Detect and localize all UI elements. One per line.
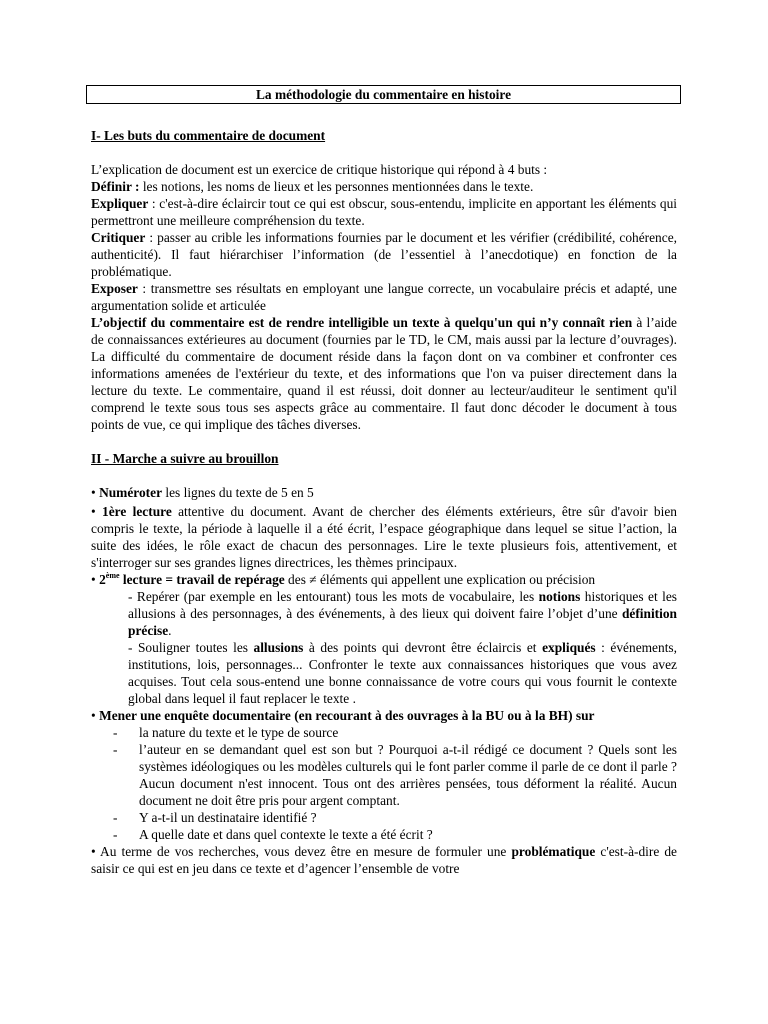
bullet-icon: • <box>91 844 96 859</box>
document-body <box>91 127 677 877</box>
dash-icon: - <box>113 810 118 825</box>
goal-exposer-label: Exposer <box>91 281 138 296</box>
step-numeroter-text: les lignes du texte de 5 en 5 <box>162 485 314 500</box>
dash-icon: - <box>113 742 118 757</box>
objectif-bold: L’objectif du commentaire est de rendre intelligible un texte à quelqu'un qui n’y connaît rien <box>91 315 633 330</box>
step-numeroter-label: Numéroter <box>99 485 163 500</box>
reperer-text-2: historiques et les allusions à des personnages, à des événements, à des lieux qui doivent faire l’objet d’une <box>128 589 677 621</box>
souligner-text-3: : événements, institutions, lois, personnages... Confronter le texte aux connaissances historiques que vous avez acquises. Tout cela sous-entend une bonne connaissance de votre cours qui vous fournit le contexte global dans lequel il faut replacer le texte . <box>128 640 677 706</box>
souligner-allusions: allusions <box>253 640 304 655</box>
problematique-bold: problématique <box>511 844 596 859</box>
step-first-reading <box>91 503 677 571</box>
section-1-heading: I- Les buts du commentaire de document <box>91 128 326 143</box>
step-second-reading-label: lecture <box>119 572 163 587</box>
step-first-reading-text: attentive du document. Avant de chercher des éléments extérieurs, être sûr d'avoir bien compris le texte, la période à laquelle il a été écrit, l’espace géographique dans lequel se situe l’action, la suite des idées, le rôle exact de chacun des personnages. Lire le texte plusieurs fois, attentivement, et s'interroger sur ses grandes lignes directrices, les thèmes principaux. <box>91 504 677 570</box>
document-title: La méthodologie du commentaire en histoire <box>86 85 681 104</box>
dash-icon: - <box>113 725 118 740</box>
list-item <box>91 809 677 826</box>
reperer-text: - Repérer (par exemple en les entourant) tous les mots de vocabulaire, les <box>128 589 539 604</box>
reperer-end: . <box>168 623 172 638</box>
step-second-reading-eq: = <box>162 572 177 587</box>
list-item <box>91 724 677 741</box>
step-second-reading <box>91 571 677 588</box>
goal-definir-text: les notions, les noms de lieux et les personnes mentionnées dans le texte. <box>139 179 534 194</box>
goal-critiquer-text: : passer au crible les informations fournies par le document et les vérifier (crédibilité, cohérence, authenticité). Il faut hiérarchiser l’information (de l’essentiel à l’anecdotique) en fonction de la problématique. <box>91 230 677 279</box>
list-item-text: la nature du texte et le type de source <box>139 725 339 740</box>
list-item <box>91 741 677 809</box>
objectif-text: à l’aide de connaissances extérieures au document (fournies par le TD, le CM, mais aussi par la lecture d’ouvrages). La difficulté du commentaire de document réside dans la façon dont on va combiner et confronter ces informations amenées de l'extérieur du texte, et des informations que l'on va puiser directement dans la lecture du texte. Le commentaire, quand il est réussi, doit donner au lecteur/auditeur le sentiment qu'il comprend le texte sous tous ses aspects grâce au commentaire. Il faut donc décoder le document à tous points de vue, ce qui implique des tâches diverses. <box>91 315 677 432</box>
goal-exposer-text: : transmettre ses résultats en employant une langue correcte, un vocabulaire précis et adapté, une argumentation solide et articulée <box>91 281 677 313</box>
reperer-definition: définition précise <box>128 606 677 638</box>
bullet-icon: • <box>91 485 96 500</box>
problematique-text: Au terme de vos recherches, vous devez être en mesure de formuler une <box>95 844 512 859</box>
step-numeroter <box>91 484 677 501</box>
step-second-reading-sup: ème <box>105 570 120 580</box>
souligner-paragraph <box>91 639 677 707</box>
step-problematique <box>91 843 677 877</box>
goal-expliquer <box>91 195 677 229</box>
step-enquete <box>91 707 677 724</box>
goal-critiquer-label: Critiquer <box>91 230 146 245</box>
dash-icon: - <box>113 827 118 842</box>
intro-paragraph: L’explication de document est un exercice de critique historique qui répond à 4 buts : <box>91 162 548 177</box>
souligner-text-2: à des points qui devront être éclaircis et <box>303 640 543 655</box>
souligner-text: - Souligner toutes les <box>128 640 254 655</box>
reperer-paragraph <box>91 588 677 639</box>
step-second-reading-label2: travail de repérage <box>176 572 285 587</box>
goal-exposer <box>91 280 677 314</box>
goal-critiquer <box>91 229 677 280</box>
step-enquete-label: Mener une enquête documentaire (en recourant à des ouvrages à la BU ou à la BH) sur <box>99 708 595 723</box>
step-second-reading-num: 2 <box>99 572 106 587</box>
section-2-heading: II - Marche a suivre au brouillon <box>91 451 279 466</box>
goal-definir <box>91 178 677 195</box>
list-item <box>91 826 677 843</box>
bullet-icon: • <box>91 572 96 587</box>
reperer-notions: notions <box>538 589 581 604</box>
list-item-text: l’auteur en se demandant quel est son but ? Pourquoi a-t-il rédigé ce document ? Quels sont les systèmes idéologiques ou les modèles culturels qui le font parler comme il parle de ce dont il parle ? Aucun document n'est innocent. Tous ont des arrières pensées, tous déforment la réalité. Aucun document ne doit être pris pour argent comptant. <box>139 742 677 808</box>
goal-expliquer-label: Expliquer <box>91 196 149 211</box>
bullet-icon: • <box>91 708 96 723</box>
step-second-reading-text: des ≠ éléments qui appellent une explication ou précision <box>284 572 596 587</box>
goal-expliquer-text: : c'est-à-dire éclaircir tout ce qui est obscur, sous-entendu, implicite en apportant les éléments qui permettront une meilleure compréhension du texte. <box>91 196 677 228</box>
list-item-text: Y a-t-il un destinataire identifié ? <box>139 810 317 825</box>
objectif-paragraph <box>91 314 677 433</box>
goal-definir-label: Définir : <box>91 179 140 194</box>
souligner-expliques: expliqués <box>542 640 596 655</box>
list-item-text: A quelle date et dans quel contexte le texte a été écrit ? <box>139 827 433 842</box>
bullet-icon: • <box>91 504 96 519</box>
enquete-list <box>91 724 677 843</box>
step-first-reading-label: 1ère lecture <box>102 504 172 519</box>
problematique-text-2: c'est-à-dire de saisir ce qui est en jeu dans ce texte et d’agencer l’ensemble de votre <box>91 844 678 876</box>
